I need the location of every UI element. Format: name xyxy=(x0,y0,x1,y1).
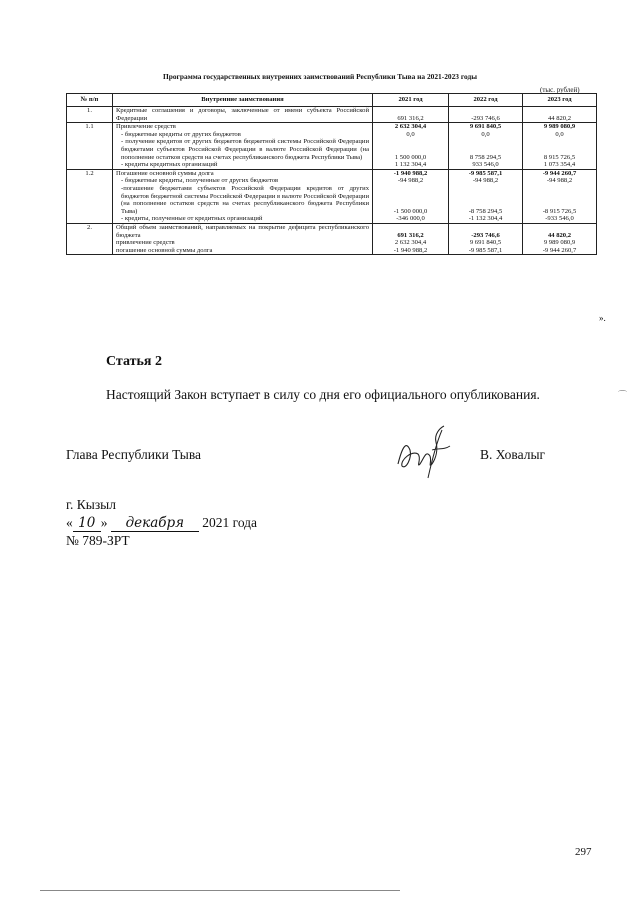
borrowing-program-table xyxy=(66,93,597,255)
row-value-2023: 44 820,2 xyxy=(523,223,597,239)
row-description: Общий объем заимствований, направляемых на покрытие дефицита республиканского бюджета xyxy=(113,223,373,239)
footer-divider xyxy=(40,890,400,891)
date-month: декабря xyxy=(111,515,199,532)
row-number: 1. xyxy=(67,107,113,123)
row-number xyxy=(67,215,113,223)
row-value-2022: -293 746,6 xyxy=(449,107,523,123)
table-row xyxy=(67,177,597,185)
row-value-2023: -94 988,2 xyxy=(523,177,597,185)
row-value-2023: 44 820,2 xyxy=(523,107,597,123)
row-value-2021: -346 000,0 xyxy=(373,215,449,223)
row-value-2021: 1 500 000,0 xyxy=(373,138,449,161)
table-header-row xyxy=(67,94,597,107)
row-value-2022: -293 746,6 xyxy=(449,223,523,239)
row-description: - кредиты кредитных организаций xyxy=(113,161,373,169)
row-value-2021: 0,0 xyxy=(373,131,449,139)
table-row xyxy=(67,131,597,139)
row-value-2021: 691 316,2 xyxy=(373,223,449,239)
row-description: - бюджетные кредиты, полученные от других бюджетов xyxy=(113,177,373,185)
row-number xyxy=(67,239,113,247)
row-value-2022: 9 691 840,5 xyxy=(449,239,523,247)
date-year: 2021 года xyxy=(202,515,258,530)
law-text: Настоящий Закон вступает в силу со дня его официального опубликования. xyxy=(106,387,540,402)
row-number: 2. xyxy=(67,223,113,239)
row-value-2021: -1 500 000,0 xyxy=(373,185,449,215)
row-value-2023: 9 989 080,9 xyxy=(523,239,597,247)
unit-label: (тыс. рублей) xyxy=(540,86,580,94)
row-value-2023: 8 915 726,5 xyxy=(523,138,597,161)
col-header-number: № п/п xyxy=(67,94,113,107)
row-value-2023: 0,0 xyxy=(523,131,597,139)
row-value-2022: 0,0 xyxy=(449,131,523,139)
table-row xyxy=(67,239,597,247)
row-value-2021: 2 632 304,4 xyxy=(373,239,449,247)
date-open-quote: « xyxy=(66,515,73,530)
row-number xyxy=(67,131,113,139)
table-row xyxy=(67,161,597,169)
row-number xyxy=(67,185,113,215)
table-row xyxy=(67,223,597,239)
row-value-2021: -1 940 988,2 xyxy=(373,169,449,177)
col-header-2022: 2022 год xyxy=(449,94,523,107)
row-value-2023: 1 073 354,4 xyxy=(523,161,597,169)
table-row xyxy=(67,138,597,161)
row-description: - бюджетные кредиты от других бюджетов xyxy=(113,131,373,139)
row-description: - кредиты, полученные от кредитных организаций xyxy=(113,215,373,223)
table-row xyxy=(67,247,597,255)
row-description: Привлечение средств xyxy=(113,123,373,131)
row-value-2021: 691 316,2 xyxy=(373,107,449,123)
row-number xyxy=(67,161,113,169)
row-number xyxy=(67,247,113,255)
row-value-2021: -1 940 988,2 xyxy=(373,247,449,255)
row-value-2023: -8 915 726,5 xyxy=(523,185,597,215)
signing-date xyxy=(66,515,257,532)
closing-quote: ». xyxy=(599,313,606,323)
row-value-2022: -1 132 304,4 xyxy=(449,215,523,223)
city: г. Кызыл xyxy=(66,497,116,512)
table-title: Программа государственных внутренних заимствований Республики Тыва на 2021-2023 годы xyxy=(162,72,478,81)
row-number xyxy=(67,138,113,161)
row-value-2021: -94 988,2 xyxy=(373,177,449,185)
date-day: 10 xyxy=(73,515,101,532)
page-number: 297 xyxy=(575,846,592,858)
date-close-quote: » xyxy=(100,515,108,530)
row-value-2021: 2 632 304,4 xyxy=(373,123,449,131)
law-number: № 789-ЗРТ xyxy=(66,533,130,548)
table-row xyxy=(67,107,597,123)
row-value-2022: -94 988,2 xyxy=(449,177,523,185)
row-value-2022: -9 985 587,1 xyxy=(449,169,523,177)
col-header-2023: 2023 год xyxy=(523,94,597,107)
row-number xyxy=(67,177,113,185)
row-description: - получение кредитов от других бюджетов бюджетной системы Российской Федерации бюджетами субъектов Российской Федерации в валюте Российской Федерации (на пополнение остатков средств на счетах республиканского бюджета Республики Тыва) xyxy=(113,138,373,161)
col-header-borrowings: Внутренние заимствования xyxy=(113,94,373,107)
col-header-2021: 2021 год xyxy=(373,94,449,107)
row-number: 1.2 xyxy=(67,169,113,177)
row-description: погашение основной суммы долга xyxy=(113,247,373,255)
row-value-2022: 8 758 294,5 xyxy=(449,138,523,161)
row-value-2022: 933 546,0 xyxy=(449,161,523,169)
row-description: -погашение бюджетами субъектов Российской Федерации кредитов от других бюджетов бюджетной системы Российской Федерации в валюте Российской Федерации (на пополнение остатков средств на счетах республиканского бюджета Республики Тыва) xyxy=(113,185,373,215)
row-value-2023: -9 944 260,7 xyxy=(523,169,597,177)
table-row xyxy=(67,215,597,223)
row-description: Кредитные соглашения и договоры, заключенные от имени субъекта Российской Федерации xyxy=(113,107,373,123)
head-name: В. Ховалыг xyxy=(480,447,546,462)
table-row xyxy=(67,123,597,131)
row-value-2022: -9 985 587,1 xyxy=(449,247,523,255)
row-value-2023: -9 944 260,7 xyxy=(523,247,597,255)
row-value-2023: -933 546,0 xyxy=(523,215,597,223)
scan-mark-icon: ⌒ xyxy=(618,390,628,400)
row-value-2023: 9 989 080,9 xyxy=(523,123,597,131)
signature-icon xyxy=(392,420,456,482)
row-value-2021: 1 132 304,4 xyxy=(373,161,449,169)
row-description: Погашение основной суммы долга xyxy=(113,169,373,177)
head-title: Глава Республики Тыва xyxy=(66,447,202,462)
row-description: привлечение средств xyxy=(113,239,373,247)
article-title: Статья 2 xyxy=(106,354,162,369)
row-value-2022: 9 691 840,5 xyxy=(449,123,523,131)
table-row xyxy=(67,169,597,177)
row-value-2022: -8 758 294,5 xyxy=(449,185,523,215)
row-number: 1.1 xyxy=(67,123,113,131)
table-row xyxy=(67,185,597,215)
